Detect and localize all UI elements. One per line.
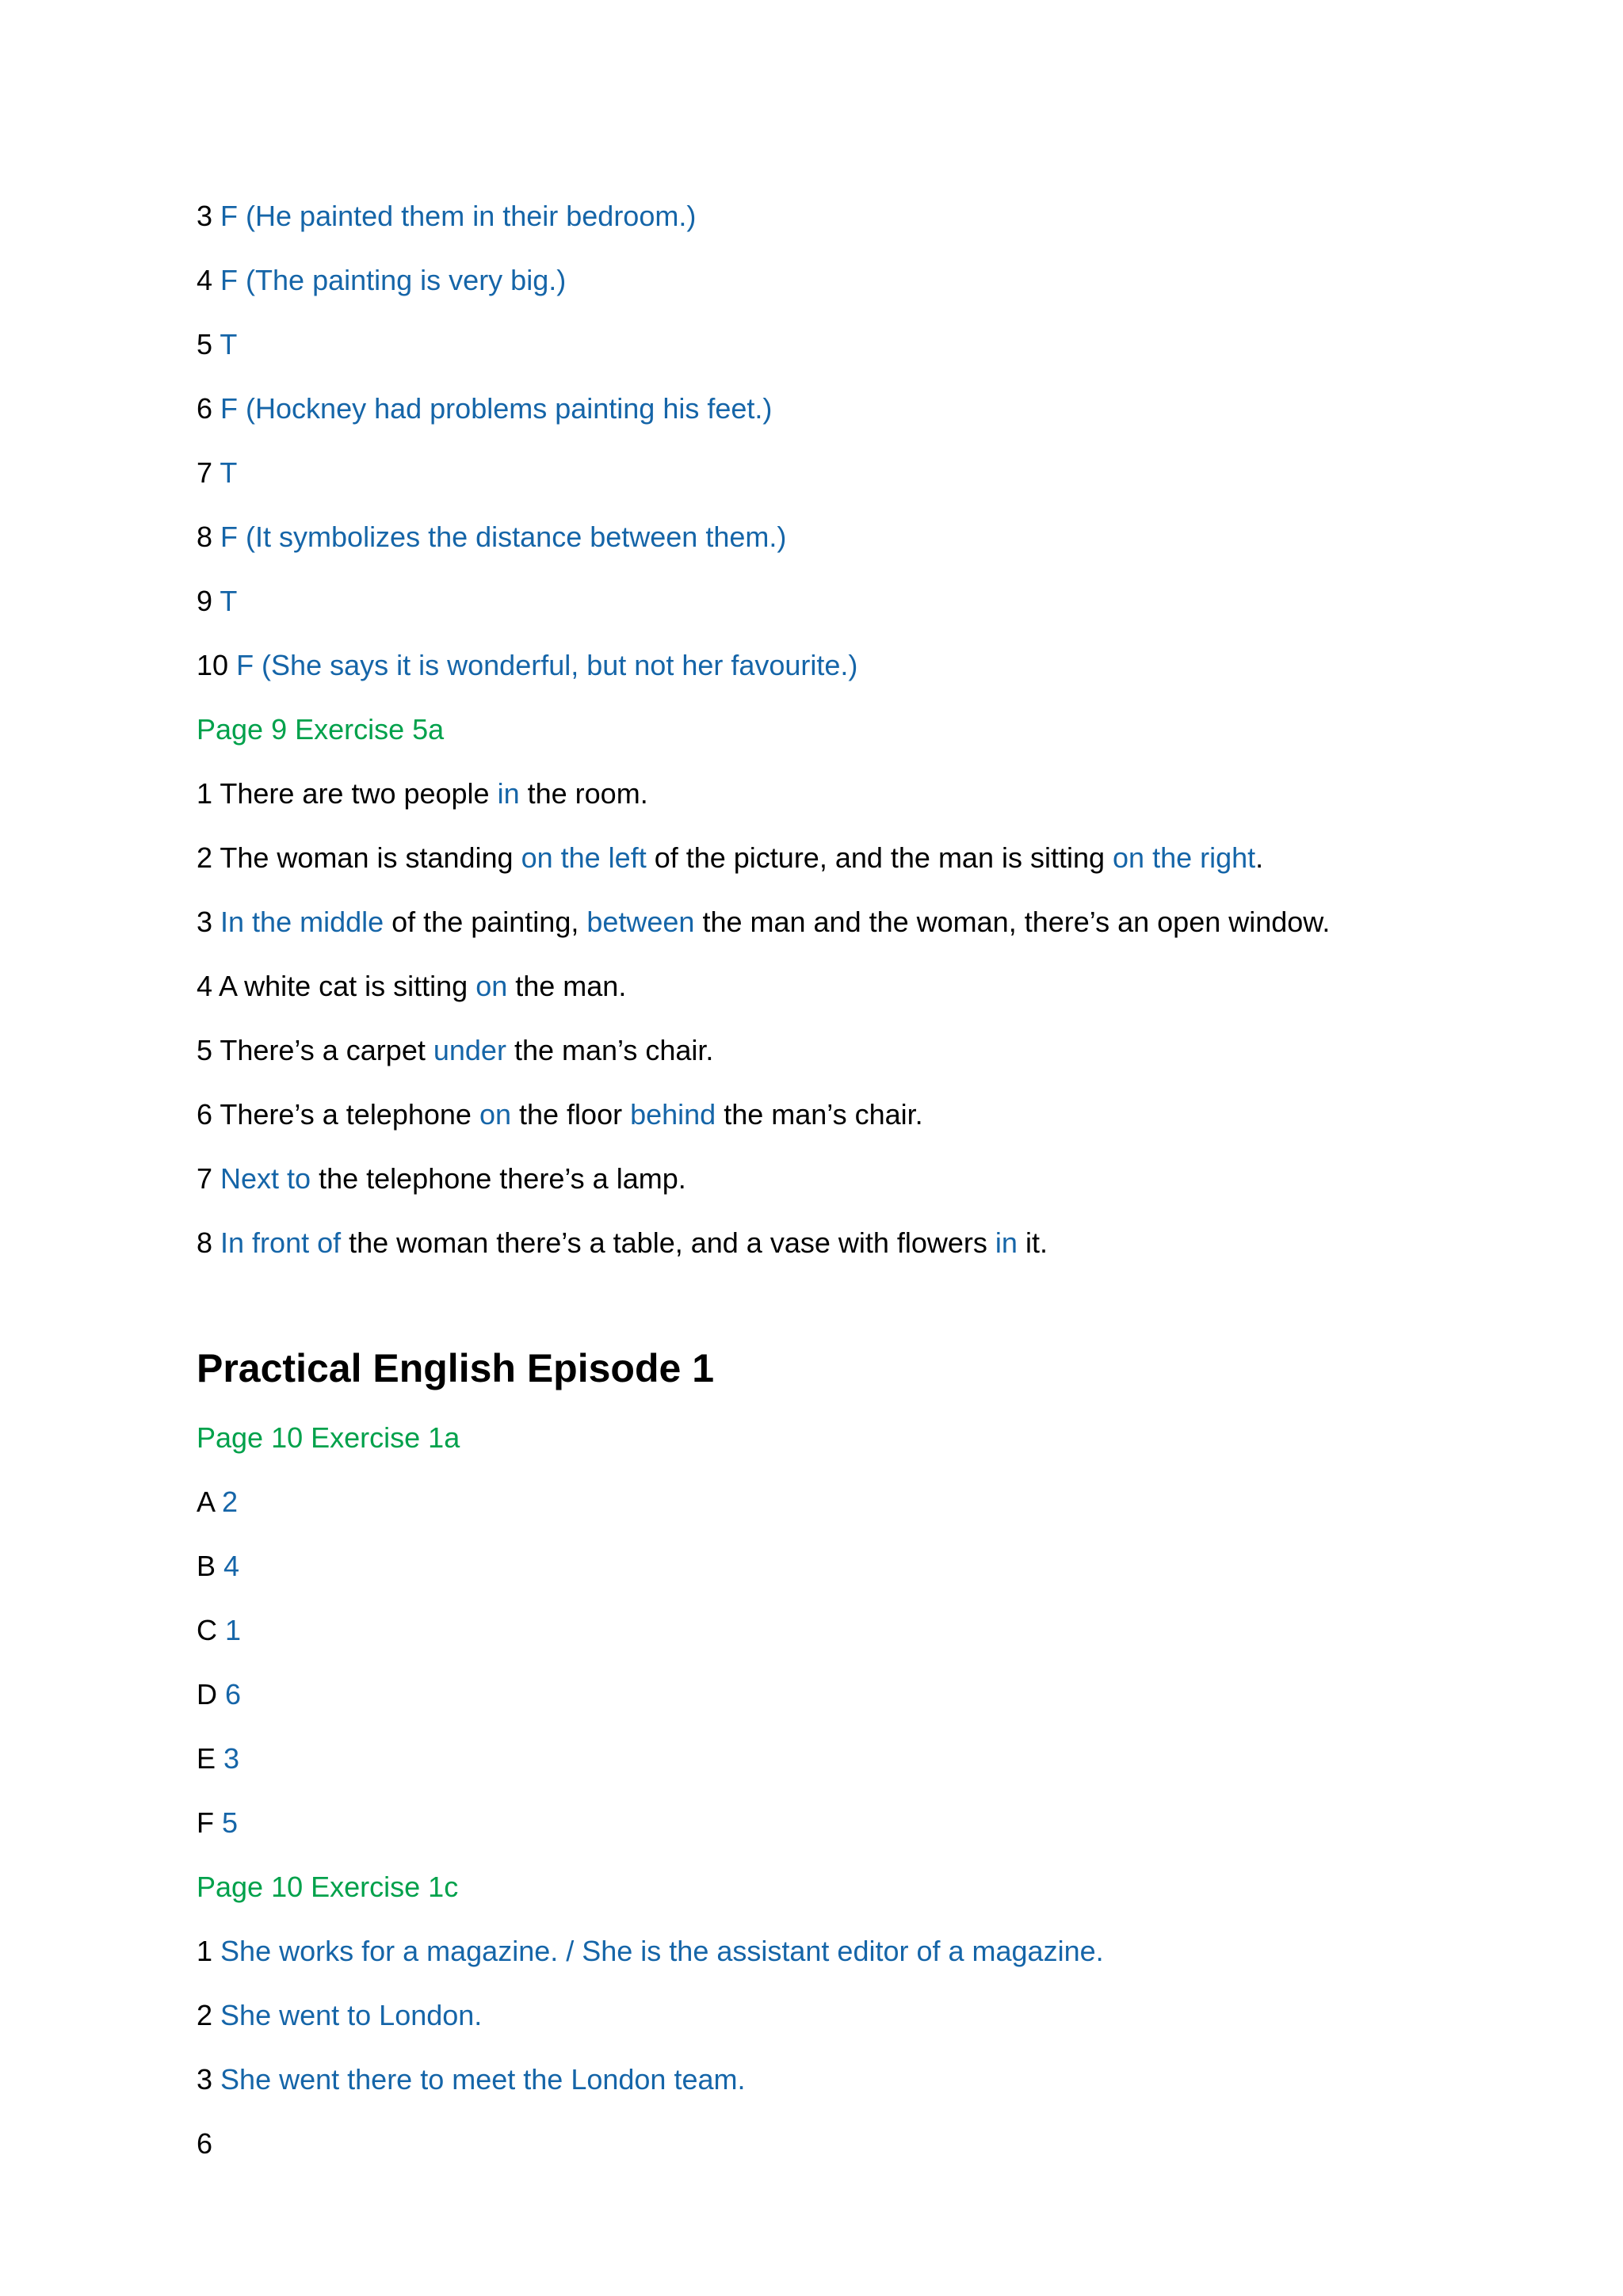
item-number: 2 <box>197 1999 213 2031</box>
item-number: 4 <box>197 264 213 296</box>
sentence-text: the telephone there’s a lamp. <box>311 1162 686 1195</box>
answer-text: in <box>497 777 520 810</box>
sentence-text: 4 A white cat is sitting <box>197 970 476 1002</box>
answer-line <box>197 505 1544 569</box>
answer-text: F (Hockney had problems painting his feet.) <box>220 392 773 425</box>
answer-text: F (It symbolizes the distance between them.) <box>220 521 787 553</box>
exercise-heading: Page 10 Exercise 1a <box>197 1421 460 1454</box>
item-number: 6 <box>197 392 213 425</box>
answer-line <box>197 1598 1544 1662</box>
answer-text: She went to London. <box>220 1999 483 2031</box>
answer-text: T <box>220 456 238 489</box>
answers-list-top <box>197 184 1544 1275</box>
answer-line <box>197 2047 1544 2111</box>
sentence-line <box>197 954 1544 1018</box>
sentence-text: 5 There’s a carpet <box>197 1034 433 1066</box>
answer-line <box>197 441 1544 505</box>
item-letter: C <box>197 1614 217 1646</box>
answer-line <box>197 376 1544 441</box>
answer-text: She works for a magazine. / She is the assistant editor of a magazine. <box>220 1935 1104 1967</box>
answer-text: T <box>220 328 238 360</box>
sentence-text: the man and the woman, there’s an open window. <box>694 906 1331 938</box>
answer-text: behind <box>630 1098 716 1131</box>
answer-line <box>197 633 1544 697</box>
item-number: 3 <box>197 2063 213 2096</box>
answer-text: 2 <box>222 1486 239 1518</box>
answer-line <box>197 1726 1544 1791</box>
sentence-text: the room. <box>519 777 648 810</box>
sentence-text: the woman there’s a table, and a vase with flowers <box>341 1226 995 1259</box>
item-number: 3 <box>197 200 213 232</box>
answer-text: in <box>995 1226 1018 1259</box>
exercise-heading: Page 9 Exercise 5a <box>197 713 445 746</box>
exercise-heading: Page 10 Exercise 1c <box>197 1871 459 1903</box>
sentence-text: the man’s chair. <box>716 1098 923 1131</box>
sentence-line <box>197 826 1544 890</box>
answer-text: on the left <box>521 841 647 874</box>
answer-line <box>197 569 1544 633</box>
answer-line <box>197 312 1544 376</box>
sentence-text: of the painting, <box>384 906 587 938</box>
answer-text: In front of <box>220 1226 342 1259</box>
sentence-line <box>197 761 1544 826</box>
sentence-text: 1 There are two people <box>197 777 498 810</box>
answer-text: F (He painted them in their bedroom.) <box>220 200 697 232</box>
sentence-text: the floor <box>511 1098 631 1131</box>
sentence-line <box>197 1082 1544 1146</box>
answer-line <box>197 184 1544 248</box>
practical-english-answers <box>197 1405 1544 2111</box>
sentence-text: 2 The woman is standing <box>197 841 521 874</box>
answer-text: 6 <box>225 1678 242 1711</box>
answer-text: She went there to meet the London team. <box>220 2063 746 2096</box>
answer-text: between <box>586 906 695 938</box>
item-letter: D <box>197 1678 217 1711</box>
sentence-text: 3 <box>197 906 221 938</box>
answer-text: 5 <box>222 1806 239 1839</box>
answer-text: on the right <box>1113 841 1256 874</box>
sentence-text: 7 <box>197 1162 221 1195</box>
item-number: 8 <box>197 521 213 553</box>
answer-text: 4 <box>223 1550 240 1582</box>
item-number: 9 <box>197 585 213 617</box>
answer-text: on <box>479 1098 511 1131</box>
item-letter: F <box>197 1806 214 1839</box>
item-letter: B <box>197 1550 216 1582</box>
sentence-line <box>197 1146 1544 1211</box>
answer-line <box>197 1470 1544 1534</box>
answer-line <box>197 1534 1544 1598</box>
answer-line <box>197 1662 1544 1726</box>
item-number: 1 <box>197 1935 213 1967</box>
answer-text: Next to <box>220 1162 311 1195</box>
sentence-text: it. <box>1017 1226 1048 1259</box>
sentence-line <box>197 1018 1544 1082</box>
answer-line <box>197 1919 1544 1983</box>
sentence-line <box>197 1211 1544 1275</box>
sentence-text: 8 <box>197 1226 221 1259</box>
sentence-text: the man. <box>507 970 627 1002</box>
sentence-line <box>197 890 1544 954</box>
item-number: 10 <box>197 649 229 681</box>
item-letter: A <box>197 1486 215 1518</box>
sentence-text: of the picture, and the man is sitting <box>646 841 1113 874</box>
section-title: Practical English Episode 1 <box>197 1346 715 1390</box>
answer-text: 3 <box>223 1742 240 1775</box>
answer-line <box>197 1983 1544 2047</box>
page-number: 6 <box>197 2127 213 2160</box>
answer-line <box>197 248 1544 312</box>
answer-text: F (She says it is wonderful, but not her favourite.) <box>236 649 858 681</box>
answer-text: T <box>220 585 238 617</box>
sentence-text: 6 There’s a telephone <box>197 1098 479 1131</box>
item-letter: E <box>197 1742 216 1775</box>
answer-text: In the middle <box>220 906 384 938</box>
answer-text: on <box>475 970 508 1002</box>
item-number: 5 <box>197 328 213 360</box>
answer-text: 1 <box>225 1614 242 1646</box>
sentence-text: . <box>1255 841 1264 874</box>
item-number: 7 <box>197 456 213 489</box>
sentence-text: the man’s chair. <box>506 1034 714 1066</box>
answer-text: F (The painting is very big.) <box>220 264 567 296</box>
answer-text: under <box>433 1034 506 1066</box>
answer-line <box>197 1791 1544 1855</box>
